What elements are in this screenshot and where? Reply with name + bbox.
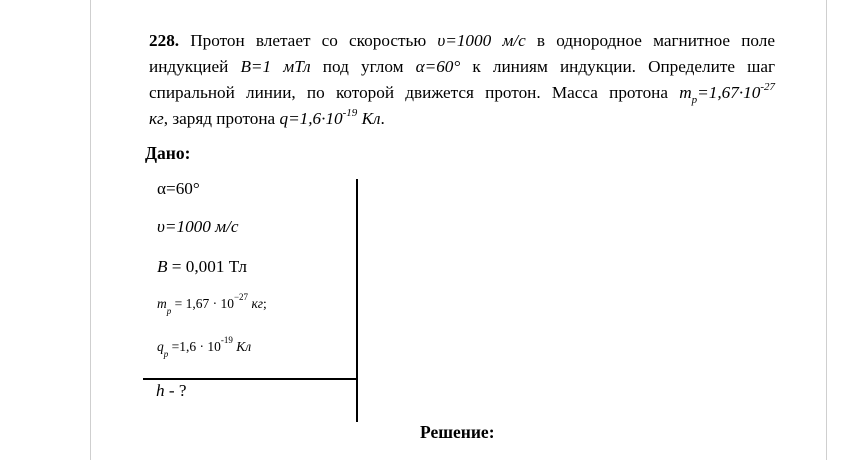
problem-line-3 — [149, 80, 775, 106]
problem-text: спиральной линии, по которой движется протон. Масса протона — [149, 83, 680, 102]
given-induction — [157, 257, 247, 277]
find-symbol: h — [156, 381, 165, 400]
charge-unit: Кл — [232, 339, 252, 354]
problem-line-4 — [149, 106, 775, 132]
mass-separator: ; — [263, 296, 267, 311]
mass-subscript: p — [166, 305, 172, 316]
proton-mass-value — [679, 81, 775, 107]
problem-text: в однородное магнитное поле — [525, 31, 775, 50]
mass-unit: кг — [149, 109, 164, 128]
mass-symbol: m — [679, 83, 692, 102]
given-vertical-divider — [356, 179, 358, 422]
problem-text: к линиям индукции. Определите шаг — [460, 57, 776, 76]
problem-statement — [149, 28, 775, 132]
given-velocity-text: υ=1000 м/с — [157, 217, 239, 236]
velocity-value: υ=1000 м/с — [437, 31, 526, 50]
problem-line-2 — [149, 54, 775, 80]
mass-number: = 1,67 · 10 — [171, 296, 234, 311]
given-proton-mass — [157, 291, 267, 316]
problem-text: под углом — [310, 57, 416, 76]
charge-number: q=1,6·10 — [279, 109, 343, 128]
problem-text: . — [380, 109, 385, 128]
problem-text: , заряд протона — [163, 109, 280, 128]
charge-subscript: p — [163, 348, 169, 359]
given-proton-charge — [157, 334, 252, 359]
problem-line-1 — [149, 28, 775, 54]
problem-text: индукцией — [149, 57, 241, 76]
induction-text: = 0,001 Тл — [167, 257, 247, 276]
charge-number: =1,6 · 10 — [168, 339, 221, 354]
mass-subscript: p — [691, 94, 698, 107]
mass-exponent: -27 — [760, 81, 775, 94]
mass-unit: кг — [248, 296, 264, 311]
induction-value: B=1 мТл — [240, 57, 311, 76]
charge-unit: Кл — [357, 109, 381, 128]
given-find-divider — [143, 378, 358, 380]
given-angle: α=60° — [157, 179, 200, 198]
given-velocity — [157, 217, 239, 237]
mass-symbol: m — [157, 296, 167, 311]
given-heading: Дано: — [145, 143, 191, 163]
induction-symbol: B — [157, 257, 168, 276]
solution-heading: Решение: — [420, 422, 495, 442]
charge-symbol: q — [157, 339, 164, 354]
angle-value: α=60° — [415, 57, 461, 76]
left-margin-rule — [90, 0, 91, 460]
find-text: - ? — [164, 381, 187, 400]
right-margin-rule — [826, 0, 827, 460]
charge-exponent: -19 — [220, 334, 233, 345]
problem-number: 228. — [149, 31, 180, 50]
problem-text: Протон влетает со скоростью — [179, 31, 438, 50]
proton-charge-value — [279, 109, 380, 128]
mass-number: =1,67·10 — [697, 83, 761, 102]
charge-exponent: -19 — [342, 107, 358, 120]
find-quantity — [156, 381, 187, 401]
mass-exponent: −27 — [233, 291, 249, 302]
